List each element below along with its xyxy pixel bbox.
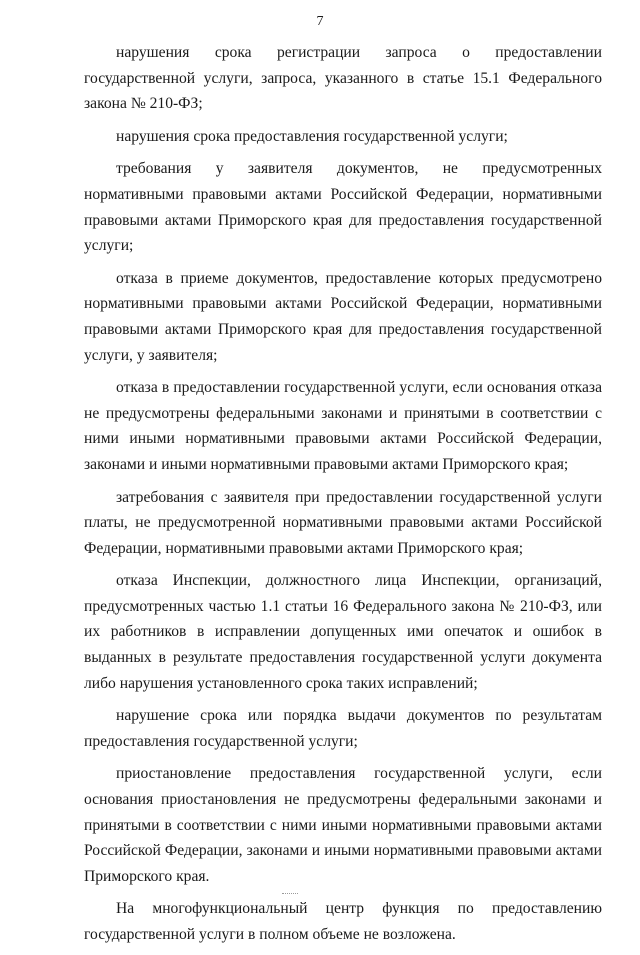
- paragraph-unlawful-fee: затребования с заявителя при предоставлении государственной услуги платы, не предусмотренной нормативными правовыми актами Российской Федерации, нормативными правовыми актами Приморского края;: [84, 488, 602, 557]
- paragraph-issuance-violation: нарушение срока или порядка выдачи документов по результатам предоставления государственной услуги;: [84, 707, 602, 750]
- scan-artifact: [282, 893, 298, 900]
- paragraph-registration-deadline: нарушения срока регистрации запроса о предоставлении государственной услуги, запроса, указанного в статье 15.1 Федерального закона № 210-ФЗ;: [84, 44, 602, 113]
- paragraph-service-deadline: нарушения срока предоставления государственной услуги;: [116, 127, 508, 145]
- document-body: [84, 40, 602, 955]
- paragraph-excess-documents: требования у заявителя документов, не предусмотренных нормативными правовыми актами Российской Федерации, нормативными правовыми актами Приморского края для предоставления государственной услуги;: [84, 160, 602, 255]
- paragraph-suspension: приостановление предоставления государственной услуги, если основания приостановления не предусмотрены федеральными законами и принятыми в соответствии с ними иными нормативными правовыми актами Российской Федерации, законами и иными нормативными правовыми актами Приморского края.: [84, 765, 602, 885]
- paragraph-refusal-to-provide: отказа в предоставлении государственной услуги, если основания отказа не предусмотрены федеральными законами и принятыми в соответствии с ними иными нормативными правовыми актами Российской Федерации, законами и иными нормативными правовыми актами Приморского края;: [84, 379, 602, 473]
- paragraph-refusal-to-accept: отказа в приеме документов, предоставление которых предусмотрено нормативными правовыми актами Российской Федерации, нормативными правовыми актами Приморского края для предоставления государственной услуги, у заявителя;: [84, 269, 602, 364]
- paragraph-refusal-to-correct: отказа Инспекции, должностного лица Инспекции, организаций, предусмотренных частью 1.1 статьи 16 Федерального закона № 210-ФЗ, или их работников в исправлении допущенных ими опечаток и ошибок в выданных в результате предоставления государственной услуги документа либо нарушения установленного срока таких исправлений;: [84, 572, 602, 692]
- paragraph-mfc-note: На многофункциональный центр функция по предоставлению государственной услуги в полном объеме не возложена.: [84, 900, 602, 943]
- page-number: 7: [316, 14, 324, 29]
